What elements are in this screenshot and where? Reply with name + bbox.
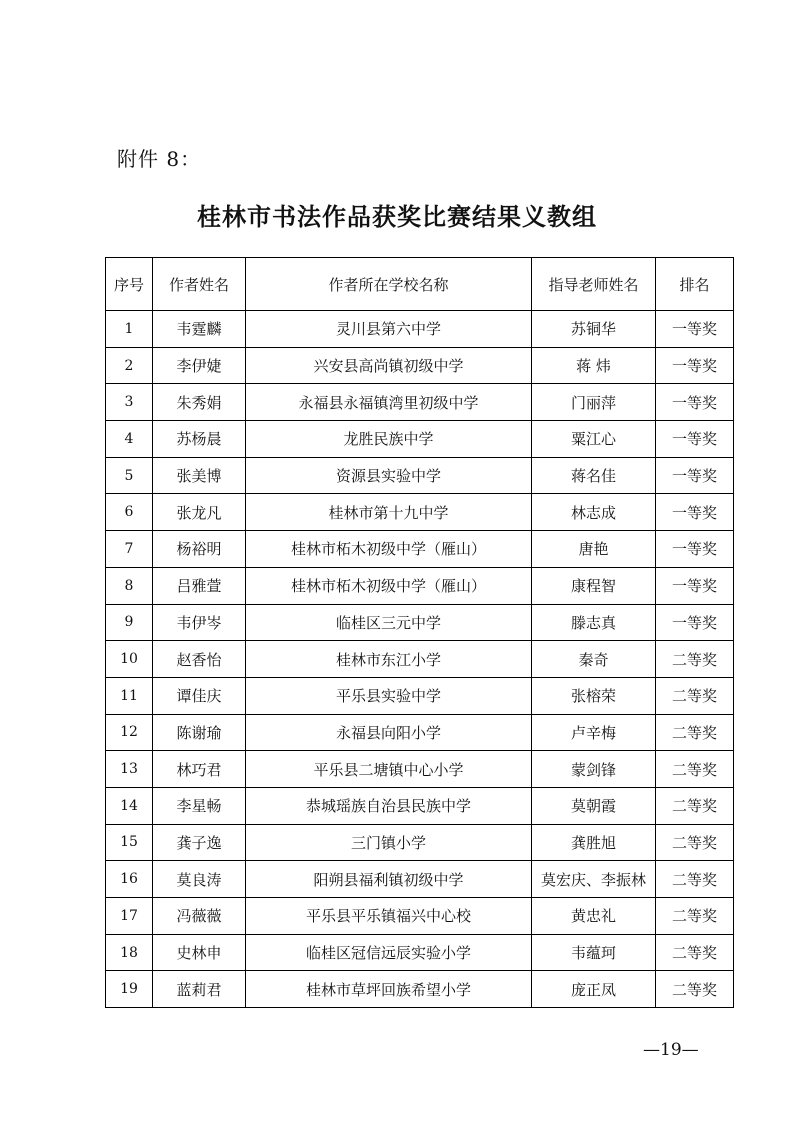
teacher-name: 卢辛梅 xyxy=(532,714,656,751)
school-name: 桂林市草坪回族希望小学 xyxy=(246,971,532,1008)
author-name: 陈谢瑜 xyxy=(153,714,246,751)
header-index: 序号 xyxy=(106,258,153,311)
school-name: 龙胜民族中学 xyxy=(246,421,532,458)
table-row xyxy=(106,531,734,568)
school-name: 平乐县二塘镇中心小学 xyxy=(246,751,532,788)
school-name: 临桂区冠信远辰实验小学 xyxy=(246,934,532,971)
award-rank: 二等奖 xyxy=(656,934,734,971)
row-index: 18 xyxy=(106,934,153,971)
school-name: 桂林市东江小学 xyxy=(246,641,532,678)
award-rank: 二等奖 xyxy=(656,824,734,861)
table-row xyxy=(106,898,734,935)
school-name: 桂林市柘木初级中学（雁山） xyxy=(246,567,532,604)
table-row xyxy=(106,384,734,421)
table-row xyxy=(106,494,734,531)
teacher-name: 龚胜旭 xyxy=(532,824,656,861)
award-rank: 二等奖 xyxy=(656,714,734,751)
school-name: 三门镇小学 xyxy=(246,824,532,861)
table-row xyxy=(106,714,734,751)
author-name: 张龙凡 xyxy=(153,494,246,531)
author-name: 赵香怡 xyxy=(153,641,246,678)
award-rank: 一等奖 xyxy=(656,384,734,421)
school-name: 阳朔县福利镇初级中学 xyxy=(246,861,532,898)
table-row xyxy=(106,861,734,898)
award-rank: 二等奖 xyxy=(656,787,734,824)
award-rank: 二等奖 xyxy=(656,971,734,1008)
row-index: 9 xyxy=(106,604,153,641)
teacher-name: 唐艳 xyxy=(532,531,656,568)
author-name: 史林申 xyxy=(153,934,246,971)
table-row xyxy=(106,311,734,348)
school-name: 资源县实验中学 xyxy=(246,457,532,494)
teacher-name: 蒋 炜 xyxy=(532,347,656,384)
row-index: 14 xyxy=(106,787,153,824)
table-row xyxy=(106,347,734,384)
row-index: 2 xyxy=(106,347,153,384)
school-name: 兴安县高尚镇初级中学 xyxy=(246,347,532,384)
teacher-name: 粟江心 xyxy=(532,421,656,458)
table-row xyxy=(106,567,734,604)
table-row xyxy=(106,641,734,678)
school-name: 桂林市第十九中学 xyxy=(246,494,532,531)
table-row xyxy=(106,421,734,458)
award-rank: 一等奖 xyxy=(656,604,734,641)
award-rank: 二等奖 xyxy=(656,641,734,678)
awards-table xyxy=(105,257,734,1008)
school-name: 平乐县实验中学 xyxy=(246,677,532,714)
row-index: 15 xyxy=(106,824,153,861)
award-rank: 一等奖 xyxy=(656,311,734,348)
author-name: 冯薇薇 xyxy=(153,898,246,935)
award-rank: 二等奖 xyxy=(656,861,734,898)
award-rank: 二等奖 xyxy=(656,751,734,788)
row-index: 16 xyxy=(106,861,153,898)
attachment-label: 附件 8： xyxy=(117,147,202,171)
page-number: —19— xyxy=(643,1040,699,1060)
school-name: 恭城瑶族自治县民族中学 xyxy=(246,787,532,824)
row-index: 19 xyxy=(106,971,153,1008)
teacher-name: 滕志真 xyxy=(532,604,656,641)
school-name: 临桂区三元中学 xyxy=(246,604,532,641)
award-rank: 一等奖 xyxy=(656,567,734,604)
author-name: 龚子逸 xyxy=(153,824,246,861)
teacher-name: 蒋名佳 xyxy=(532,457,656,494)
table-row xyxy=(106,751,734,788)
row-index: 11 xyxy=(106,677,153,714)
row-index: 13 xyxy=(106,751,153,788)
school-name: 平乐县平乐镇福兴中心校 xyxy=(246,898,532,935)
table-row xyxy=(106,824,734,861)
header-teacher: 指导老师姓名 xyxy=(532,258,656,311)
award-rank: 一等奖 xyxy=(656,531,734,568)
row-index: 7 xyxy=(106,531,153,568)
award-rank: 二等奖 xyxy=(656,677,734,714)
row-index: 8 xyxy=(106,567,153,604)
award-rank: 一等奖 xyxy=(656,494,734,531)
row-index: 10 xyxy=(106,641,153,678)
author-name: 杨裕明 xyxy=(153,531,246,568)
author-name: 张美博 xyxy=(153,457,246,494)
teacher-name: 韦蕴珂 xyxy=(532,934,656,971)
author-name: 莫良涛 xyxy=(153,861,246,898)
author-name: 李星畅 xyxy=(153,787,246,824)
school-name: 桂林市柘木初级中学（雁山） xyxy=(246,531,532,568)
teacher-name: 莫朝霞 xyxy=(532,787,656,824)
author-name: 韦伊岑 xyxy=(153,604,246,641)
teacher-name: 秦奇 xyxy=(532,641,656,678)
table-row xyxy=(106,604,734,641)
author-name: 苏杨晨 xyxy=(153,421,246,458)
teacher-name: 蒙剑锋 xyxy=(532,751,656,788)
table-row xyxy=(106,457,734,494)
teacher-name: 苏铜华 xyxy=(532,311,656,348)
award-rank: 二等奖 xyxy=(656,898,734,935)
teacher-name: 门丽萍 xyxy=(532,384,656,421)
author-name: 韦霆麟 xyxy=(153,311,246,348)
header-author: 作者姓名 xyxy=(153,258,246,311)
teacher-name: 康程智 xyxy=(532,567,656,604)
row-index: 1 xyxy=(106,311,153,348)
author-name: 朱秀娟 xyxy=(153,384,246,421)
school-name: 灵川县第六中学 xyxy=(246,311,532,348)
author-name: 蓝莉君 xyxy=(153,971,246,1008)
author-name: 林巧君 xyxy=(153,751,246,788)
award-rank: 一等奖 xyxy=(656,347,734,384)
table-row xyxy=(106,934,734,971)
author-name: 谭佳庆 xyxy=(153,677,246,714)
table-row xyxy=(106,677,734,714)
row-index: 12 xyxy=(106,714,153,751)
row-index: 17 xyxy=(106,898,153,935)
author-name: 李伊婕 xyxy=(153,347,246,384)
row-index: 5 xyxy=(106,457,153,494)
table-header-row xyxy=(106,258,734,311)
header-school: 作者所在学校名称 xyxy=(246,258,532,311)
award-rank: 一等奖 xyxy=(656,421,734,458)
school-name: 永福县向阳小学 xyxy=(246,714,532,751)
table-row xyxy=(106,787,734,824)
teacher-name: 莫宏庆、李振林 xyxy=(532,861,656,898)
school-name: 永福县永福镇湾里初级中学 xyxy=(246,384,532,421)
row-index: 4 xyxy=(106,421,153,458)
teacher-name: 林志成 xyxy=(532,494,656,531)
table-row xyxy=(106,971,734,1008)
document-title: 桂林市书法作品获奖比赛结果义教组 xyxy=(197,202,597,231)
teacher-name: 庞正凤 xyxy=(532,971,656,1008)
row-index: 3 xyxy=(106,384,153,421)
row-index: 6 xyxy=(106,494,153,531)
header-rank: 排名 xyxy=(656,258,734,311)
teacher-name: 张榕荣 xyxy=(532,677,656,714)
author-name: 吕雅萱 xyxy=(153,567,246,604)
award-rank: 一等奖 xyxy=(656,457,734,494)
teacher-name: 黄忠礼 xyxy=(532,898,656,935)
